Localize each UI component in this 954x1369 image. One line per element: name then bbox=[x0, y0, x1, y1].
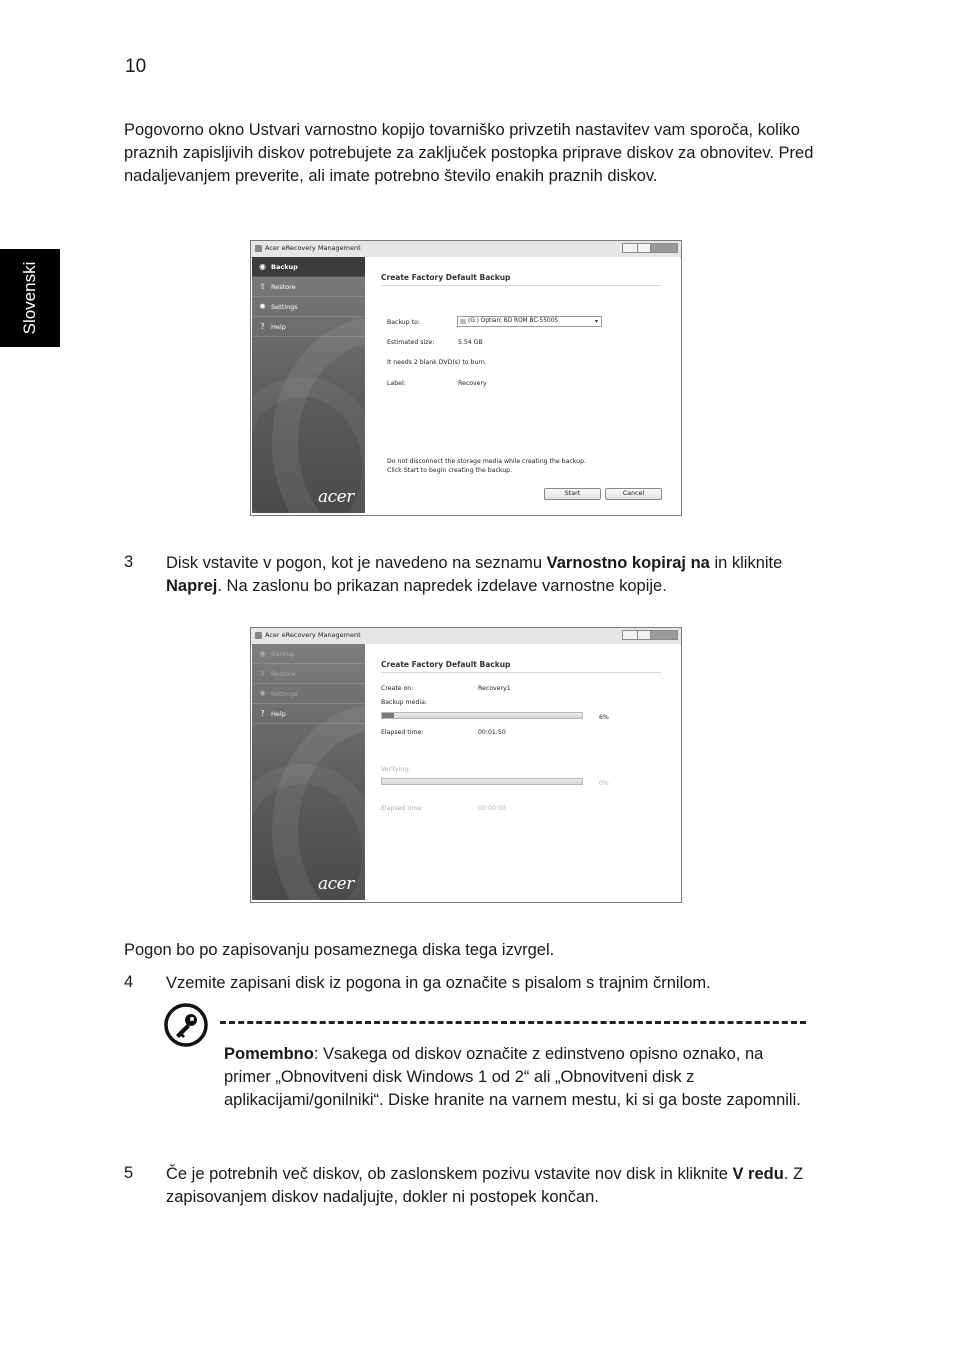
close-button[interactable] bbox=[650, 243, 678, 253]
backup-to-value: (G:) Optiarc BD ROM BC-5500S bbox=[468, 318, 558, 324]
disc-icon: ◉ bbox=[259, 262, 266, 271]
note-bold-label: Pomembno bbox=[224, 1045, 314, 1063]
step-3-bold-2: Naprej bbox=[166, 577, 218, 595]
verify-progress-percent: 0% bbox=[599, 780, 609, 787]
sidebar-item-help[interactable] bbox=[252, 704, 365, 724]
sidebar-item-label: Help bbox=[271, 710, 286, 718]
acer-logo: acer bbox=[318, 874, 354, 894]
sidebar bbox=[252, 257, 365, 513]
backup-to-label: Backup to: bbox=[387, 319, 420, 326]
sidebar-item-settings[interactable] bbox=[252, 684, 365, 704]
label-value: Recovery bbox=[458, 380, 487, 387]
window-title: Acer eRecovery Management bbox=[265, 631, 361, 639]
main-panel bbox=[365, 257, 680, 514]
step-5-text-part: Če je potrebnih več diskov, ob zaslonskem pozivu vstavite nov disk in kliknite bbox=[166, 1165, 733, 1183]
dialog-heading: Create Factory Default Backup bbox=[381, 273, 511, 282]
step-number: 3 bbox=[124, 553, 134, 571]
notice-line-1: Do not disconnect the storage media while creating the backup. bbox=[387, 458, 586, 465]
elapsed-time-label: Elapsed time: bbox=[381, 729, 424, 736]
sidebar-item-label: Backup bbox=[271, 650, 295, 658]
intro-paragraph: Pogovorno okno Ustvari varnostno kopijo tovarniško privzetih nastavitev vam sporoča, koliko praznih zapisljivih diskov potrebujete za zaključek postopka priprave diskov za obnovitev. Pred nadaljevanjem preverite, ali imate potrebno število enakih praznih diskov. bbox=[124, 121, 814, 185]
elapsed-time-value: 00:01:50 bbox=[478, 729, 506, 736]
language-tab bbox=[0, 249, 60, 347]
sidebar-item-settings[interactable] bbox=[252, 297, 365, 317]
sidebar-item-help[interactable] bbox=[252, 317, 365, 337]
notice-line-2: Click Start to begin creating the backup. bbox=[387, 467, 513, 474]
app-icon bbox=[255, 245, 262, 252]
main-panel bbox=[365, 644, 680, 901]
sidebar-item-backup[interactable] bbox=[252, 644, 365, 664]
title-bar bbox=[251, 241, 681, 258]
important-note bbox=[224, 1043, 804, 1112]
estimated-size-label: Estimated size: bbox=[387, 339, 435, 346]
question-icon: ? bbox=[260, 322, 265, 331]
discs-needed-text: It needs 2 blank DVD(s) to burn. bbox=[387, 359, 487, 366]
drive-icon bbox=[460, 319, 466, 324]
sidebar-item-label: Settings bbox=[271, 690, 298, 698]
sidebar-item-label: Backup bbox=[271, 263, 298, 271]
restore-icon: ⇪ bbox=[259, 669, 266, 678]
cancel-button[interactable]: Cancel bbox=[605, 488, 662, 500]
gear-icon: ✹ bbox=[259, 689, 266, 698]
elapsed-time-2-value: 00:00:00 bbox=[478, 805, 506, 812]
step-3-text-part: in kliknite bbox=[709, 554, 783, 572]
step-3-text bbox=[166, 552, 816, 598]
question-icon: ? bbox=[260, 709, 265, 718]
step-5-text bbox=[166, 1163, 816, 1209]
window-title: Acer eRecovery Management bbox=[265, 244, 361, 252]
sidebar-item-label: Help bbox=[271, 323, 286, 331]
step-number: 4 bbox=[124, 973, 134, 991]
create-on-value: Recovery1 bbox=[478, 685, 511, 692]
minimize-button[interactable] bbox=[622, 243, 638, 253]
app-icon bbox=[255, 632, 262, 639]
progress-dialog-screenshot bbox=[250, 627, 682, 903]
close-button[interactable] bbox=[650, 630, 678, 640]
title-bar bbox=[251, 628, 681, 645]
elapsed-time-2-label: Elapsed time: bbox=[381, 805, 424, 812]
sidebar-item-label: Settings bbox=[271, 303, 298, 311]
sidebar-item-restore[interactable] bbox=[252, 277, 365, 297]
step-3-text-part: . Na zaslonu bo prikazan napredek izdelave varnostne kopije. bbox=[217, 577, 667, 595]
note-body: : Vsakega od diskov označite z edinstveno opisno oznako, na primer „Obnovitveni disk Windows 1 od 2“ ali „Obnovitveni disk z aplikacijami/gonilniki“. Diske hranite na varnem mestu, ki si ga boste zapomnili. bbox=[224, 1045, 801, 1109]
verifying-label: Verifying: bbox=[381, 766, 411, 773]
label-label: Label: bbox=[387, 380, 406, 387]
step-3-bold-1: Varnostno kopiraj na bbox=[546, 554, 710, 572]
backup-progress-bar bbox=[381, 712, 583, 719]
sidebar-item-label: Restore bbox=[271, 283, 296, 291]
backup-progress-percent: 6% bbox=[599, 714, 609, 721]
maximize-button[interactable] bbox=[637, 243, 651, 253]
disc-icon: ◉ bbox=[259, 649, 266, 658]
backup-to-select[interactable] bbox=[457, 316, 602, 327]
step-5-bold: V redu bbox=[732, 1165, 784, 1183]
backup-dialog-screenshot bbox=[250, 240, 682, 516]
step-number: 5 bbox=[124, 1164, 134, 1182]
language-tab-label: Slovenski bbox=[20, 261, 39, 335]
page-number: 10 bbox=[125, 56, 147, 77]
eject-paragraph: Pogon bo po zapisovanju posameznega diska tega izvrgel. bbox=[124, 941, 555, 959]
backup-media-label: Backup media: bbox=[381, 699, 428, 706]
dialog-heading: Create Factory Default Backup bbox=[381, 660, 511, 669]
acer-logo: acer bbox=[318, 487, 354, 507]
minimize-button[interactable] bbox=[622, 630, 638, 640]
gear-icon: ✹ bbox=[259, 302, 266, 311]
restore-icon: ⇪ bbox=[259, 282, 266, 291]
sidebar-item-restore[interactable] bbox=[252, 664, 365, 684]
create-on-label: Create on: bbox=[381, 685, 414, 692]
estimated-size-value: 5.54 GB bbox=[458, 339, 483, 346]
step-5-text-part: . Z zapisovanjem diskov nadaljujte, dokler ni postopek končan. bbox=[166, 1165, 804, 1206]
chevron-down-icon: ▾ bbox=[594, 318, 598, 325]
sidebar bbox=[252, 644, 365, 900]
sidebar-item-label: Restore bbox=[271, 670, 296, 678]
maximize-button[interactable] bbox=[637, 630, 651, 640]
verify-progress-bar bbox=[381, 778, 583, 785]
note-divider bbox=[220, 1021, 806, 1024]
start-button[interactable]: Start bbox=[544, 488, 601, 500]
step-4-text: Vzemite zapisani disk iz pogona in ga označite s pisalom s trajnim črnilom. bbox=[166, 974, 711, 992]
step-3-text-part: Disk vstavite v pogon, kot je navedeno na seznamu bbox=[166, 554, 547, 572]
key-icon bbox=[164, 1003, 208, 1047]
sidebar-item-backup[interactable] bbox=[252, 257, 365, 277]
